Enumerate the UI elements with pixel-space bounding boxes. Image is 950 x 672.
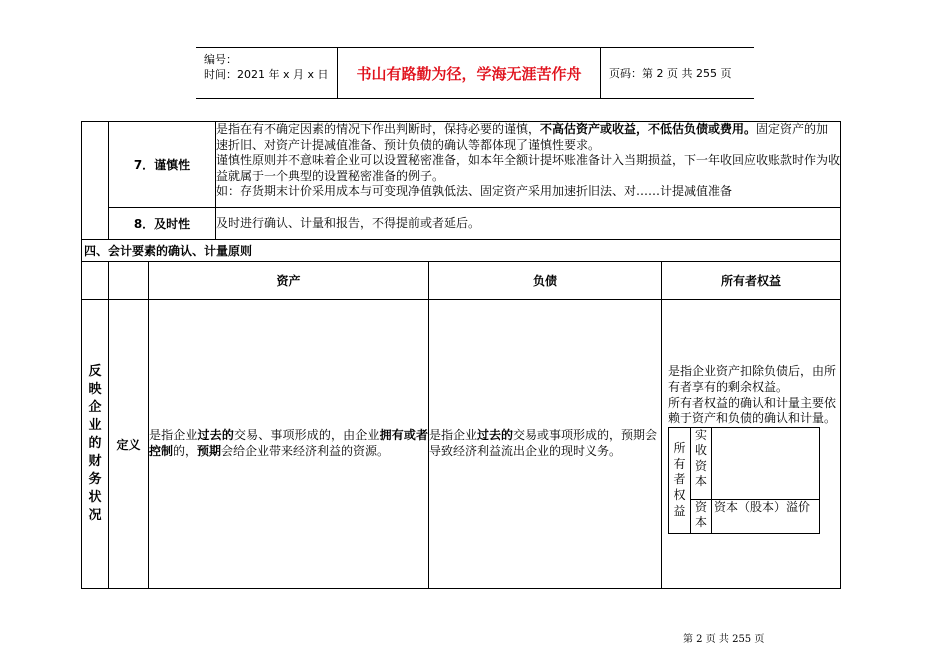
liability-definition-part: 交易或事项形成的，预期会导致经济利益流出企业的现时义务。 [429, 428, 658, 458]
prudence-text [216, 122, 841, 208]
row-definition [82, 300, 841, 589]
equity-group-label-cell [669, 427, 691, 533]
timeliness-text: 及时进行确认、计量和报告，不得提前或者延后。 [216, 208, 841, 240]
document-number-label: 编号： [204, 53, 237, 66]
equity-group-label: 所有者权益 [673, 441, 686, 518]
asset-definition-part: 的， [173, 444, 198, 458]
equity-components-table [668, 427, 820, 534]
prudence-text-part: 是指在有不确定因素的情况下作出判断时，保持必要的谨慎， [216, 122, 541, 136]
definition-label: 定义 [109, 300, 149, 589]
blank-left-cell [82, 122, 109, 240]
page-footer: 第 2 页 共 255 页 [683, 634, 765, 645]
header-meta [196, 48, 338, 98]
prudence-example-text: 如：存货期末计价采用成本与可变现净值孰低法、固定资产采用加速折旧法、对……计提减值准备 [216, 184, 733, 199]
row-group-label: 反映企业的财务状况 [88, 364, 102, 523]
asset-definition-part: 是指企业 [149, 428, 198, 443]
row-section-four-title [82, 240, 841, 262]
prudence-label: 7．谨慎性 [109, 122, 216, 208]
column-header-liabilities: 负债 [429, 262, 662, 300]
header-motto: 书山有路勤为径，学海无涯苦作舟 [338, 48, 601, 98]
asset-emphasis-control: 拥有或者控制 [149, 428, 428, 458]
column-header-equity: 所有者权益 [662, 262, 841, 300]
liability-emphasis-past: 过去的 [477, 428, 514, 443]
column-header-assets: 资产 [149, 262, 429, 300]
equity-component-row-surplus [669, 499, 820, 533]
asset-emphasis-expected: 预期 [197, 444, 222, 458]
equity-measurement-text: 所有者权益的确认和计量主要依赖于资产和负债的确认和计量。 [668, 395, 837, 426]
header-blank-cell [82, 262, 109, 300]
liability-definition-part: 是指企业 [429, 428, 478, 443]
prudence-emphasis: 不高估资产或收益，不低估负债或费用。 [540, 122, 757, 136]
row-group-label-cell [82, 300, 109, 589]
paid-in-capital-value [712, 427, 820, 499]
header-page-code: 页码：第 2 页 共 255 页 [609, 67, 732, 80]
principles-table [81, 121, 841, 589]
prudence-secret-reserve-text: 谨慎性原则并不意味着企业可以设置秘密准备，如本年全额计提坏账准备计入当期损益，下一年收回应收账款时作为收益就属于一个典型的设置秘密准备的例子。 [216, 153, 841, 183]
row-column-headers [82, 262, 841, 300]
document-time: 时间：2021 年 x 月 x 日 [204, 68, 329, 81]
equity-definition-text: 是指企业资产扣除负债后，由所有者享有的剩余权益。 [668, 364, 837, 394]
row-timeliness [82, 208, 841, 240]
equity-definition [662, 300, 841, 589]
section-four-title: 四、会计要素的确认、计量原则 [82, 240, 841, 262]
header-blank-cell [109, 262, 149, 300]
asset-definition-part: 会给企业带来经济利益的资源。 [221, 444, 390, 458]
asset-definition-part: 交易、事项形成的，由企业 [233, 428, 380, 443]
row-prudence [82, 122, 841, 208]
equity-component-row-capital [669, 427, 820, 499]
paid-in-capital-label: 实收资本 [695, 427, 708, 489]
liability-definition [429, 300, 662, 589]
share-premium-value: 资本（股本）溢价 [712, 499, 820, 533]
asset-definition [149, 300, 429, 589]
timeliness-label: 8．及时性 [109, 208, 216, 240]
page-header [196, 47, 754, 99]
prudence-text-part: 固定资产的加速折旧、对资产计提减值准备、预计负债的确认等都体现了谨慎性要求。 [216, 122, 829, 152]
capital-label: 资本 [695, 499, 708, 530]
asset-emphasis-past: 过去的 [197, 428, 234, 443]
paid-in-capital-label-cell [691, 427, 712, 499]
capital-label-cell [691, 499, 712, 533]
